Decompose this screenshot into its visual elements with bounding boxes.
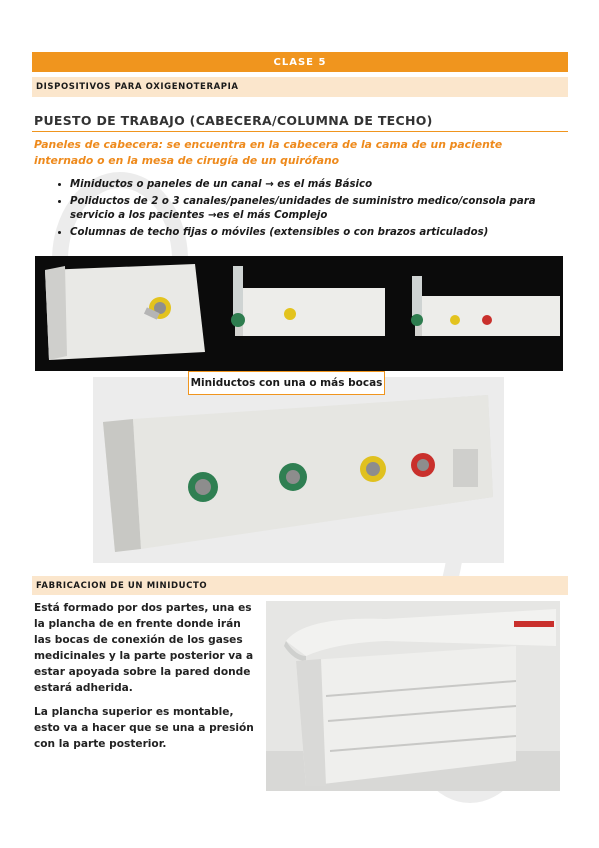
paragraph: La plancha superior es montable, esto va a hacer que se una a presión con la parte posterior. [34,706,254,750]
miniducts-photo-strip [35,256,563,371]
section-divider [32,131,568,132]
list-item: • Miniductos o paneles de un canal → es el más Básico [70,178,580,193]
list-item: • Columnas de techo fijas o móviles (extensibles o con brazos articulados) [70,226,580,241]
caption-text: Miniductos con una o más bocas [190,377,383,389]
miniduct-profile-photo [266,601,560,791]
class-banner [32,52,568,72]
class-label: CLASE 5 [273,56,327,68]
section-banner-fabricacion [32,576,568,595]
list-item: • Poliductos de 2 o 3 canales/paneles/unidades de suministro medico/consola para servicio a los pacientes →es el más Complejo [70,195,580,224]
photo-caption [188,371,385,395]
paragraph: Está formado por dos partes, una es la plancha de en frente donde irán las bocas de conexión de los gases medicinales y la parte posterior va a estar apoyada sobre la pared donde estará adherida. [34,602,254,694]
section-title-puesto: PUESTO DE TRABAJO (CABECERA/COLUMNA DE TECHO) [34,113,433,128]
miniducts-photo [35,256,563,371]
miniduct-large-photo [93,377,504,563]
fabricacion-title: FABRICACION DE UN MINIDUCTO [36,580,208,591]
topic-label: DISPOSITIVOS PARA OXIGENOTERAPIA [36,82,239,92]
topic-banner [32,77,568,97]
bullet-list [52,178,580,242]
intro-paragraph: Paneles de cabecera: se encuentra en la cabecera de la cama de un paciente internado o en la mesa de cirugía de un quirófano [34,138,503,167]
fabricacion-text [34,600,256,760]
